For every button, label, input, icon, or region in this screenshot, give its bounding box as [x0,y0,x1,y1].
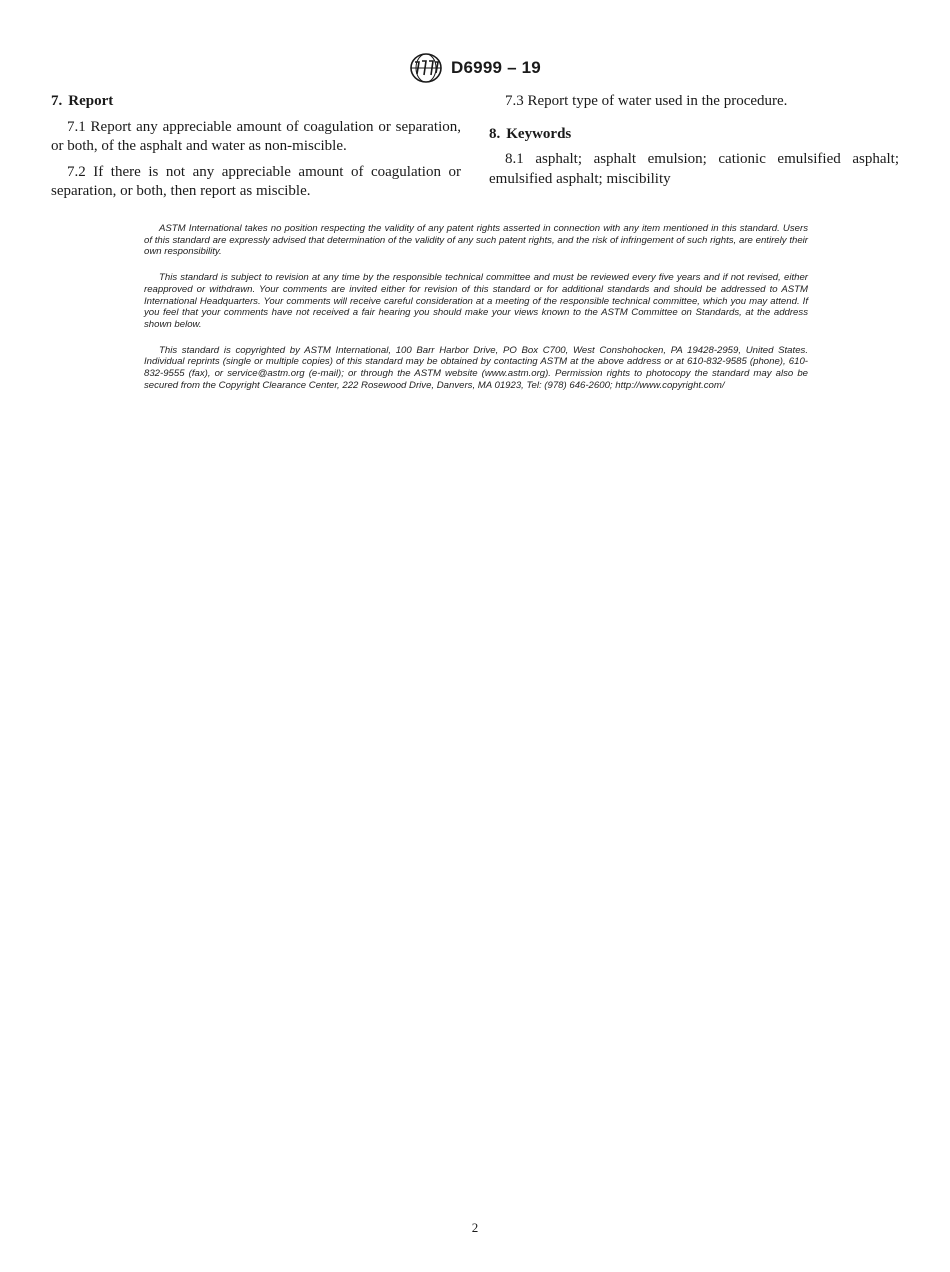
legal-notices [144,223,808,405]
page-number: 2 [471,1220,479,1235]
paragraph-7-3: 7.3 Report type of water used in the procedure. [505,93,788,109]
notice-patent: ASTM International takes no position respecting the validity of any patent rights asserted in connection with any item mentioned in this standard. Users of this standard are expressly advised that determination of the validity of any such patent rights, and the risk of infringement of such rights, are entirely their own responsibility. [144,223,808,258]
section-number: 7. [51,93,63,109]
section-number: 8. [489,125,501,142]
section-title: Keywords [506,125,572,142]
standard-designation: D6999 – 19 [451,58,541,77]
right-column [489,92,899,195]
left-column [51,92,461,208]
paragraph-7-1: 7.1 Report any appreciable amount of coagulation or separation, or both, of the asphalt and water as non-miscible. [51,118,461,154]
section-title: Report [68,93,114,109]
paragraph-7-2: 7.2 If there is not any appreciable amount of coagulation or separation, or both, then report as miscible. [51,163,461,199]
section-heading-keywords [489,125,899,145]
paragraph-8-1: 8.1 asphalt; asphalt emulsion; cationic emulsified asphalt; emulsified asphalt; miscibility [489,151,899,187]
section-heading-report [51,92,461,112]
notice-revision: This standard is subject to revision at any time by the responsible technical committee and must be reviewed every five years and if not revised, either reapproved or withdrawn. Your comments are invited either for revision of this standard or for additional standards and should be addressed to ASTM International Headquarters. Your comments will receive careful consideration at a meeting of the responsible technical committee, which you may attend. If you feel that your comments have not received a fair hearing you should make your views known to the ASTM Committee on Standards, at the address shown below. [144,272,808,330]
notice-copyright: This standard is copyrighted by ASTM International, 100 Barr Harbor Drive, PO Box C700, West Conshohocken, PA 19428-2959, United States. Individual reprints (single or multiple copies) of this standard may be obtained by contacting ASTM at the above address or at 610-832-9585 (phone), 610-832-9555 (fax), or service@astm.org (e-mail); or through the ASTM website (www.astm.org). Permission rights to photocopy the standard may also be secured from the Copyright Clearance Center, 222 Rosewood Drive, Danvers, MA 01923, Tel: (978) 646-2600; http://www.copyright.com/ [144,344,808,391]
page-header [0,52,950,84]
astm-logo-icon [409,52,443,84]
